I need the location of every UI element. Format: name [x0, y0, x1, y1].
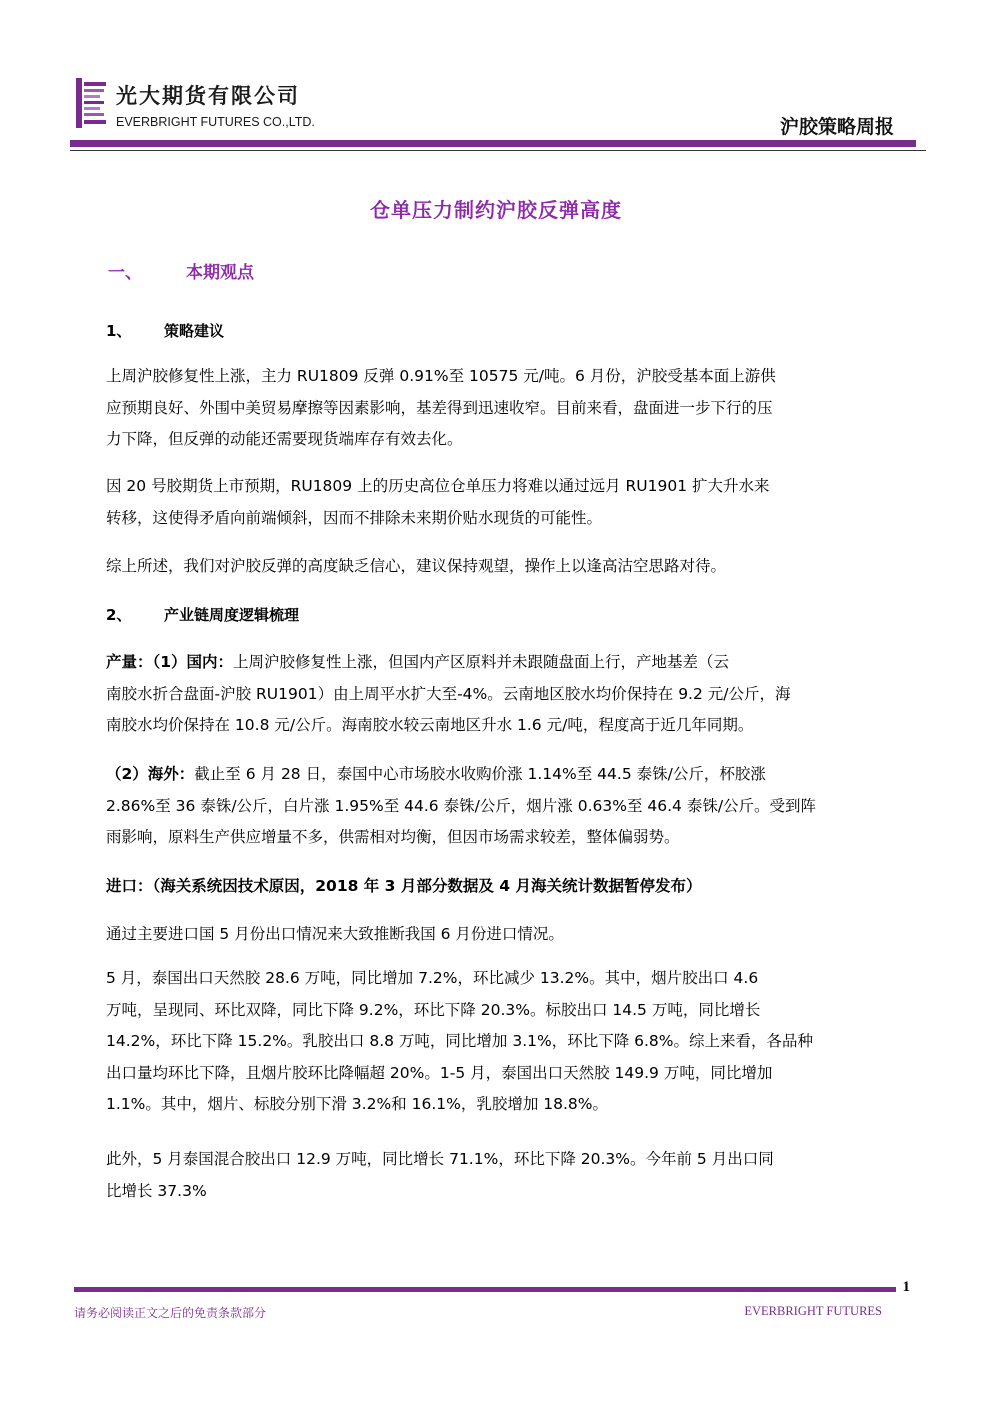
subsection-number: 2、 [106, 606, 132, 624]
text-line: 综上所述，我们对沪胶反弹的高度缺乏信心，建议保持观望，操作上以逢高沽空思路对待。 [106, 557, 727, 575]
subsection-heading-1 [106, 320, 224, 341]
bold-lead: （2）海外： [106, 765, 195, 783]
report-name: 沪胶策略周报 [779, 116, 894, 138]
section-heading-1 [108, 258, 254, 283]
section-number: 一、 [108, 263, 142, 283]
subsection-number: 1、 [106, 322, 132, 340]
text-line: 出口量均环比下降，且烟片胶环比降幅超 20%。1-5 月，泰国出口天然胶 149.9 万吨，同比增加 [106, 1063, 773, 1082]
paragraph-import-heading [106, 871, 928, 903]
subsection-heading-2 [106, 604, 299, 625]
text-line: 力下降，但反弹的动能还需要现货端库存有效去化。 [106, 430, 463, 448]
company-name-cn: 光大期货有限公司 [116, 84, 300, 108]
bold-lead: 产量：（1）国内： [106, 653, 234, 671]
footer-brand: EVERBRIGHT FUTURES [744, 1304, 882, 1318]
text-line: 南胶水折合盘面-沪胶 RU1901）由上周平水扩大至-4%。云南地区胶水均价保持在 9.2 元/公斤，海 [106, 684, 791, 703]
text-line: 14.2%，环比下降 15.2%。乳胶出口 8.8 万吨，同比增加 3.1%，环比下降 6.8%。综上来看，各品种 [106, 1032, 814, 1050]
header-divider-bar [70, 140, 916, 147]
text-line: 比增长 37.3% [106, 1181, 207, 1200]
header-divider-line [70, 150, 926, 151]
page-number: 1 [902, 1279, 910, 1295]
text-line: 南胶水均价保持在 10.8 元/公斤。海南胶水较云南地区升水 1.6 元/吨，程度高于近几年同期。 [106, 716, 754, 734]
text-line: 2.86%至 36 泰铢/公斤，白片涨 1.95%至 44.6 泰铢/公斤，烟片涨 0.63%至 46.4 泰铢/公斤。受到阵 [106, 796, 817, 815]
text-line: 转移，这使得矛盾向前端倾斜，因而不排除未来期价贴水现货的可能性。 [106, 508, 603, 527]
text-line: 因 20 号胶期货上市预期，RU1809 上的历史高位仓单压力将难以通过远月 RU1901 扩大升水来 [106, 477, 770, 495]
subsection-label: 策略建议 [164, 322, 225, 340]
text-line: 进口：（海关系统因技术原因，2018 年 3 月部分数据及 4 月海关统计数据暂停发布） [106, 877, 702, 895]
text-line: 5 月，泰国出口天然胶 28.6 万吨，同比增加 7.2%，环比减少 13.2%。其中，烟片胶出口 4.6 [106, 969, 759, 987]
company-logo [76, 78, 108, 128]
subsection-label: 产业链周度逻辑梳理 [164, 606, 300, 624]
text-line: 此外，5 月泰国混合胶出口 12.9 万吨，同比增长 71.1%，环比下降 20.3%。今年前 5 月出口同 [106, 1150, 774, 1168]
paragraph-warehouse [106, 471, 928, 534]
text-line: （2）海外：截止至 6 月 28 日，泰国中心市场胶水收购价涨 1.14%至 44.5 泰铢/公斤，杯胶涨 [106, 765, 766, 783]
paragraph-production [106, 647, 928, 742]
text-line: 1.1%。其中，烟片、标胶分别下滑 3.2%和 16.1%，乳胶增加 18.8%。 [106, 1095, 609, 1113]
footer-divider-bar [74, 1287, 896, 1292]
paragraph-strategy [106, 361, 928, 456]
footer-disclaimer: 请务必阅读正文之后的免责条款部分 [74, 1306, 267, 1320]
paragraph-conclusion [106, 551, 928, 583]
paragraph-overseas [106, 759, 928, 854]
text-line: 产量：（1）国内：上周沪胶修复性上涨，但国内产区原料并未跟随盘面上行，产地基差（云 [106, 653, 730, 671]
section-label: 本期观点 [186, 263, 254, 283]
document-title: 仓单压力制约沪胶反弹高度 [370, 198, 622, 222]
paragraph-mixed-rubber [106, 1144, 928, 1207]
paragraph-thailand-exports [106, 963, 928, 1121]
company-name-en: EVERBRIGHT FUTURES CO.,LTD. [116, 115, 315, 129]
text-line: 应预期良好、外围中美贸易摩擦等因素影响，基差得到迅速收窄。目前来看，盘面进一步下行的压 [106, 398, 773, 417]
paragraph-import-intro [106, 919, 928, 951]
text-line: 通过主要进口国 5 月份出口情况来大致推断我国 6 月份进口情况。 [106, 925, 564, 943]
text-line: 万吨，呈现同、环比双降，同比下降 9.2%，环比下降 20.3%。标胶出口 14.5 万吨，同比增长 [106, 1000, 761, 1019]
text-line: 上周沪胶修复性上涨，主力 RU1809 反弹 0.91%至 10575 元/吨。6 月份，沪胶受基本面上游供 [106, 367, 776, 385]
text-line: 雨影响，原料生产供应增量不多，供需相对均衡，但因市场需求较差，整体偏弱势。 [106, 828, 680, 846]
